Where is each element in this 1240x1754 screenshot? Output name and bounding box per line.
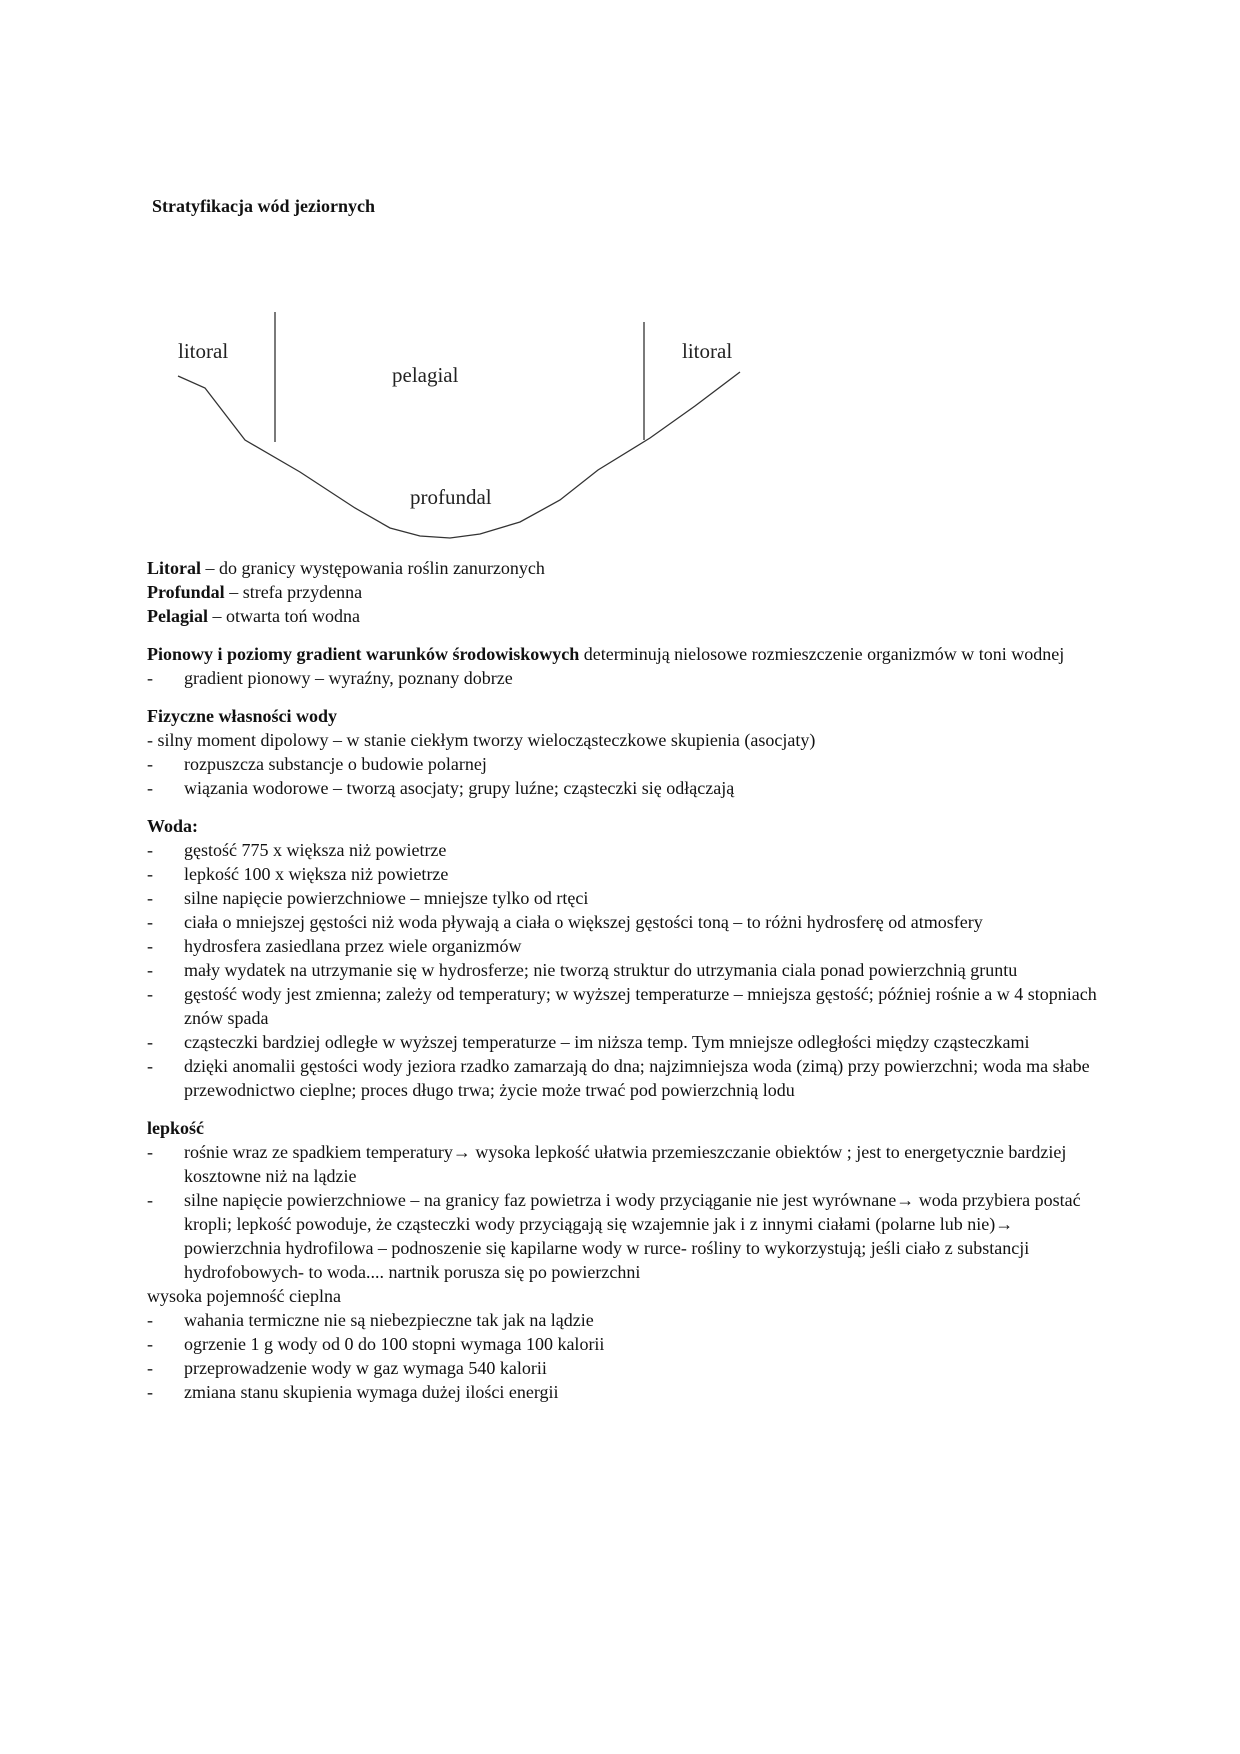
list-item: - hydrosfera zasiedlana przez wiele organizmów bbox=[147, 936, 522, 956]
list-item: - mały wydatek na utrzymanie się w hydrosferze; nie tworzą struktur do utrzymania ciala ponad powierzchnią gruntu bbox=[147, 960, 1018, 980]
list-item: - ciała o mniejszej gęstości niż woda pływają a ciała o większej gęstości toną – to różni hydrosferę od atmosfery bbox=[147, 912, 983, 932]
list-item: - rośnie wraz ze spadkiem temperatury→ wysoka lepkość ułatwia przemieszczanie obiektów ; jest to energetycznie bardziej kosztowne niż na lądzie bbox=[147, 1142, 1067, 1186]
label-pelagial: pelagial bbox=[392, 363, 459, 387]
list-item: - gradient pionowy – wyraźny, poznany dobrze bbox=[147, 668, 513, 688]
lake-basin-curve bbox=[178, 372, 740, 538]
list-item: - zmiana stanu skupienia wymaga dużej ilości energii bbox=[147, 1382, 559, 1402]
list-item: - cząsteczki bardziej odległe w wyższej temperaturze – im niższa temp. Tym mniejsze odległości między cząsteczkami bbox=[147, 1032, 1030, 1052]
lake-zones-diagram bbox=[150, 300, 810, 550]
label-litoral-right: litoral bbox=[682, 339, 733, 363]
list-item: - dzięki anomalii gęstości wody jeziora rzadko zamarzają do dna; najzimniejsza woda (zimą) przy powierzchni; woda ma słabe przewodnictwo cieplne; proces długo trwa; życie może trwać pod powierzchnią lodu bbox=[147, 1056, 1090, 1100]
definition-litoral: Litoral – do granicy występowania roślin zanurzonych bbox=[147, 558, 545, 578]
document-body bbox=[147, 556, 1097, 1404]
list-item: - przeprowadzenie wody w gaz wymaga 540 kalorii bbox=[147, 1358, 547, 1378]
list-item: - silne napięcie powierzchniowe – na granicy faz powietrza i wody przyciąganie nie jest wyrównane→ woda przybiera postać kropli; lepkość powoduje, że cząsteczki wody przyciągają się wzajemnie jak i z innymi ciałami (polarne lub nie)→ powierzchnia hydrofilowa – podnoszenie się kapilarne wody w rurce- rośliny to wykorzystują; jeśli ciało z substancji hydrofobowych- to woda.... nartnik porusza się po powierzchni bbox=[147, 1190, 1081, 1282]
list-item: - wiązania wodorowe – tworzą asocjaty; grupy luźne; cząsteczki się odłączają bbox=[147, 778, 735, 798]
list-item: - gęstość 775 x większa niż powietrze bbox=[147, 840, 447, 860]
gradient-paragraph: Pionowy i poziomy gradient warunków środowiskowych determinują nielosowe rozmieszczenie organizmów w toni wodnej bbox=[147, 644, 1065, 664]
document-title: Stratyfikacja wód jeziornych bbox=[152, 196, 375, 216]
section-heading-physical: Fizyczne własności wody bbox=[147, 706, 337, 726]
physical-intro: - silny moment dipolowy – w stanie ciekłym tworzy wielocząsteczkowe skupienia (asocjaty) bbox=[147, 730, 816, 750]
section-heading-viscosity: lepkość bbox=[147, 1118, 205, 1138]
list-item: - wahania termiczne nie są niebezpieczne tak jak na lądzie bbox=[147, 1310, 594, 1330]
definition-pelagial: Pelagial – otwarta toń wodna bbox=[147, 606, 360, 626]
section-heading-water: Woda: bbox=[147, 816, 199, 836]
list-item: - silne napięcie powierzchniowe – mniejsze tylko od rtęci bbox=[147, 888, 589, 908]
list-item: - ogrzenie 1 g wody od 0 do 100 stopni wymaga 100 kalorii bbox=[147, 1334, 605, 1354]
list-item: - rozpuszcza substancje o budowie polarnej bbox=[147, 754, 487, 774]
list-item: - lepkość 100 x większa niż powietrze bbox=[147, 864, 449, 884]
section-heading-heat-capacity: wysoka pojemność cieplna bbox=[147, 1286, 341, 1306]
definition-profundal: Profundal – strefa przydenna bbox=[147, 582, 363, 602]
list-item: - gęstość wody jest zmienna; zależy od temperatury; w wyższej temperaturze – mniejsza gęstość; później rośnie a w 4 stopniach znów spada bbox=[147, 984, 1097, 1028]
label-profundal: profundal bbox=[410, 485, 492, 509]
label-litoral-left: litoral bbox=[178, 339, 229, 363]
